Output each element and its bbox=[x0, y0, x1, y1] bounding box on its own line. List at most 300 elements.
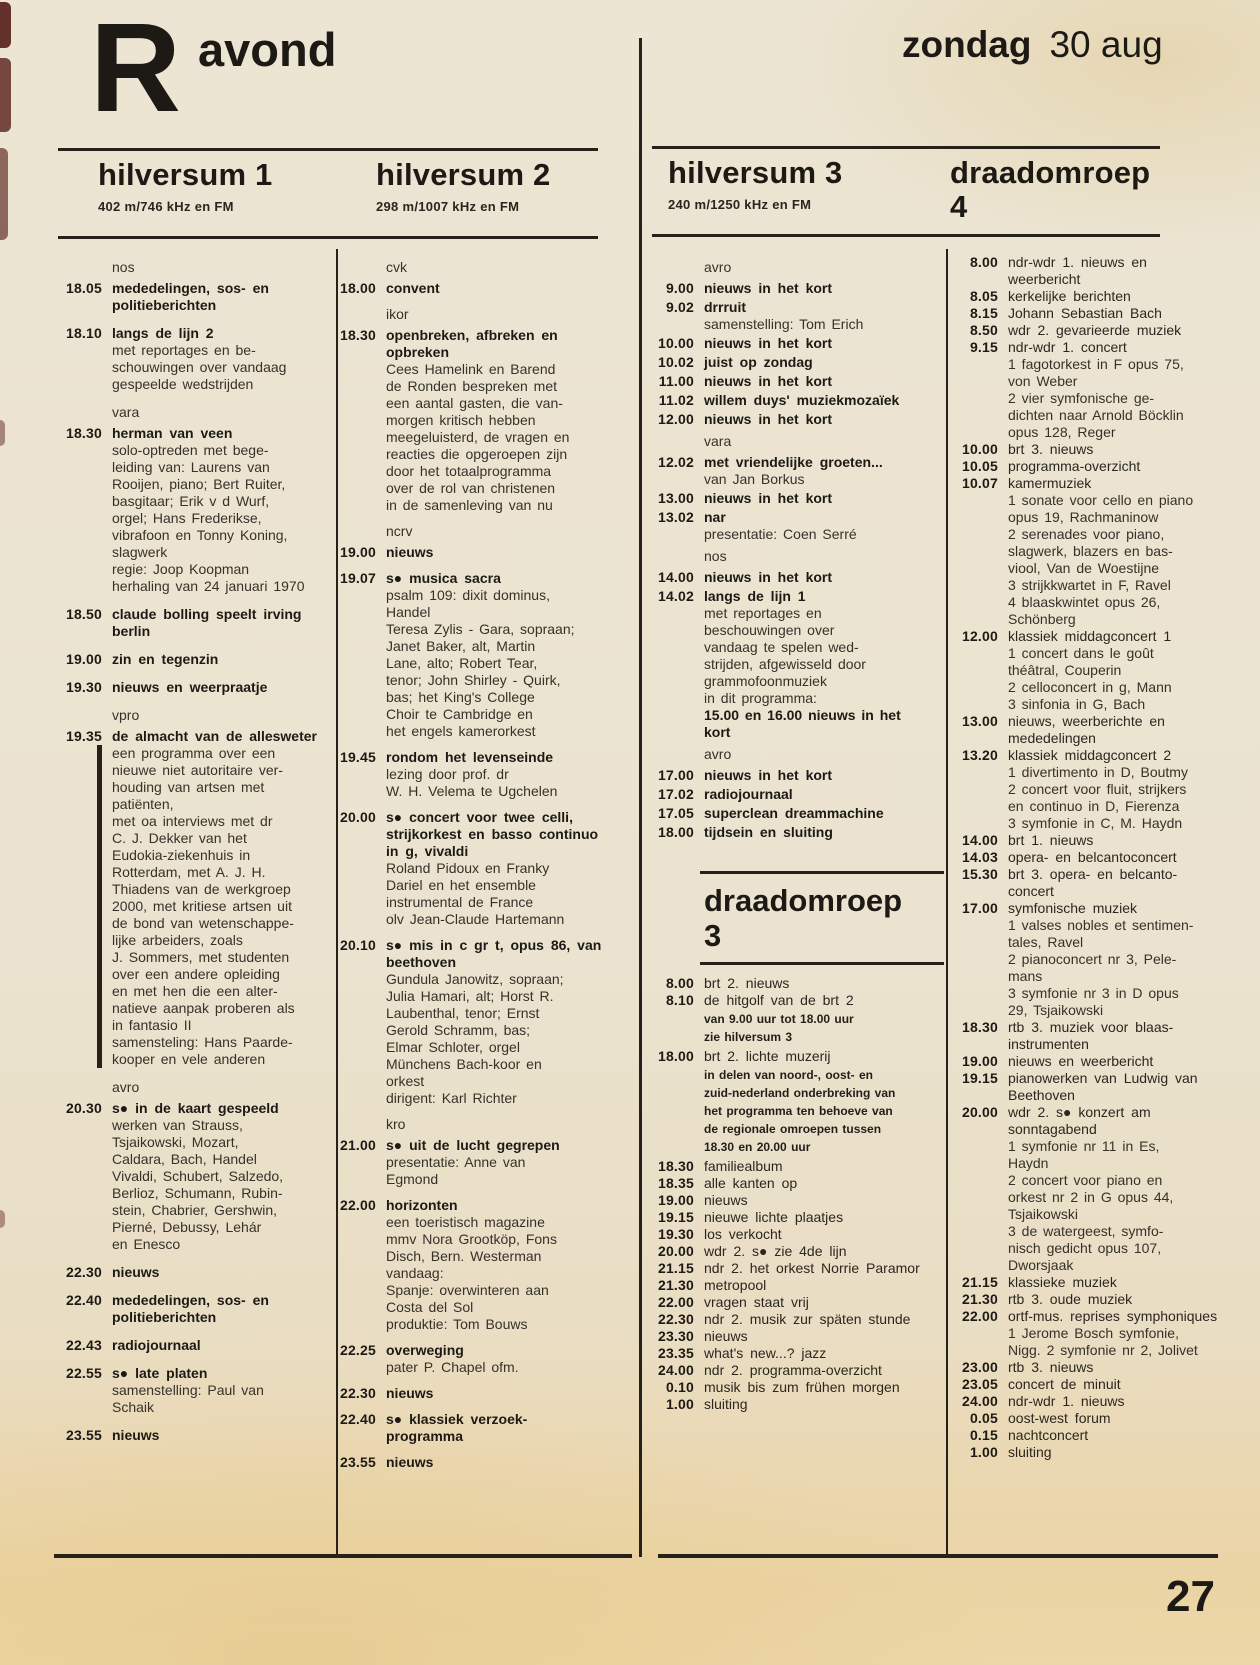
program-detail-line: kort bbox=[704, 724, 731, 740]
program-detail-line: Elmar Schloter, orgel bbox=[386, 1039, 520, 1055]
program-detail-line: Dariel en het ensemble bbox=[386, 877, 536, 893]
program-detail-line: slagwerk, blazers en bas- bbox=[1008, 543, 1173, 559]
program-body bbox=[1008, 1053, 1218, 1070]
program-row bbox=[330, 937, 604, 1107]
program-title: ortf-mus. reprises symphoniques bbox=[1008, 1308, 1218, 1324]
program-time: 19.00 bbox=[657, 1192, 694, 1208]
station-header-hilversum-3 bbox=[668, 156, 843, 212]
program-row bbox=[952, 288, 1218, 305]
program-title: nieuws in het kort bbox=[704, 335, 833, 351]
program-row bbox=[330, 749, 604, 800]
program-detail-line: pater P. Chapel ofm. bbox=[386, 1359, 519, 1375]
program-body bbox=[386, 1342, 604, 1376]
program-details bbox=[704, 605, 942, 741]
program-detail-line: schouwingen over vandaag bbox=[112, 359, 287, 375]
program-detail-line: olv Jean-Claude Hartemann bbox=[386, 911, 565, 927]
program-title: ndr 2. musik zur späten stunde bbox=[704, 1311, 911, 1327]
program-detail-line: in fantasio II bbox=[112, 1017, 192, 1033]
program-detail-line: patiënten, bbox=[112, 796, 174, 812]
program-body bbox=[1008, 900, 1218, 1019]
program-row bbox=[648, 1209, 942, 1226]
program-detail-line: en met hen die een alter- bbox=[112, 983, 278, 999]
program-time: 22.00 bbox=[657, 1294, 694, 1310]
program-detail-line: 1 Jerome Bosch symfonie, bbox=[1008, 1325, 1179, 1341]
program-details bbox=[386, 1214, 604, 1333]
program-detail-line: Rotterdam, met A. J. H. bbox=[112, 864, 266, 880]
program-time: 13.00 bbox=[657, 490, 694, 506]
program-body bbox=[386, 327, 604, 514]
program-detail-line: mans bbox=[1008, 968, 1043, 984]
program-title: los verkocht bbox=[704, 1226, 782, 1242]
program-detail-line: van Jan Borkus bbox=[704, 471, 805, 487]
program-row bbox=[952, 1376, 1218, 1393]
program-title: ndr-wdr 1. nieuws en weerbericht bbox=[1008, 254, 1147, 287]
program-detail-line: produktie: Tom Bouws bbox=[386, 1316, 528, 1332]
program-row bbox=[330, 280, 604, 297]
program-detail-line: Schaik bbox=[112, 1399, 155, 1415]
program-title: mededelingen, sos- en politieberichten bbox=[112, 280, 269, 313]
program-title: s● klassiek verzoek-programma bbox=[386, 1411, 528, 1444]
program-row bbox=[952, 1359, 1218, 1376]
program-detail-line: tales, Ravel bbox=[1008, 934, 1084, 950]
program-title: nar bbox=[704, 509, 726, 525]
program-body bbox=[112, 679, 322, 696]
program-detail-line: 1 concert dans le goût bbox=[1008, 645, 1154, 661]
program-details bbox=[704, 471, 942, 488]
program-row bbox=[648, 786, 942, 803]
program-body bbox=[704, 280, 942, 297]
program-detail-line: een aantal gasten, die van- bbox=[386, 395, 563, 411]
program-body bbox=[112, 1365, 322, 1416]
program-title: willem duys' muziekmozaïek bbox=[704, 392, 900, 408]
program-row bbox=[952, 322, 1218, 339]
program-row bbox=[952, 1393, 1218, 1410]
program-title: sluiting bbox=[1008, 1444, 1052, 1460]
program-row bbox=[648, 588, 942, 741]
program-body bbox=[1008, 1274, 1218, 1291]
program-row bbox=[952, 1308, 1218, 1359]
program-detail-line: psalm 109: dixit dominus, bbox=[386, 587, 550, 603]
program-detail-line: Choir te Cambridge en bbox=[386, 706, 533, 722]
program-row bbox=[648, 1345, 942, 1362]
program-detail-line: instrumental de France bbox=[386, 894, 534, 910]
program-detail-line: lijke arbeiders, zoals bbox=[112, 932, 243, 948]
program-time: 14.00 bbox=[657, 569, 694, 585]
program-detail-line: 1 divertimento in D, Boutmy bbox=[1008, 764, 1188, 780]
program-details bbox=[97, 745, 322, 1068]
program-detail-line: 1 sonate voor cello en piano bbox=[1008, 492, 1194, 508]
program-detail-line: Schönberg bbox=[1008, 611, 1076, 627]
program-title: brt 3. nieuws bbox=[1008, 441, 1094, 457]
radio-logo-letter: R bbox=[90, 0, 177, 138]
program-details bbox=[386, 971, 604, 1107]
program-detail-line: 2 celloconcert in g, Mann bbox=[1008, 679, 1172, 695]
program-time: 8.00 bbox=[665, 975, 694, 991]
program-detail-line: vibrafoon en Tonny Koning, bbox=[112, 527, 288, 543]
program-title: ndr 2. programma-overzicht bbox=[704, 1362, 882, 1378]
program-time: 21.00 bbox=[339, 1137, 376, 1153]
program-body bbox=[704, 392, 942, 409]
program-title: s● mis in c gr t, opus 86, van beethoven bbox=[386, 937, 602, 970]
program-time: 22.00 bbox=[961, 1308, 998, 1324]
program-row bbox=[648, 1048, 942, 1158]
program-time: 13.20 bbox=[961, 747, 998, 763]
program-detail-line: herhaling van 24 januari 1970 bbox=[112, 578, 305, 594]
date-rest: 30 aug bbox=[1049, 24, 1163, 65]
program-details bbox=[1008, 356, 1218, 441]
program-time: 22.40 bbox=[339, 1411, 376, 1427]
program-title: metropool bbox=[704, 1277, 767, 1293]
program-title: nieuws bbox=[704, 1328, 748, 1344]
program-detail-line: Laubenthal, tenor; Ernst bbox=[386, 1005, 540, 1021]
program-body bbox=[704, 1311, 942, 1328]
program-detail-line: Cees Hamelink en Barend bbox=[386, 361, 556, 377]
program-detail-line: de bond van wetenschappe- bbox=[112, 915, 294, 931]
program-details bbox=[1008, 1138, 1218, 1274]
program-title: nieuws bbox=[386, 1454, 434, 1470]
program-detail-line: Pierné, Debussy, Lehár bbox=[112, 1219, 262, 1235]
program-title: wdr 2. s● konzert am sonntagabend bbox=[1008, 1104, 1151, 1137]
program-title: nieuws in het kort bbox=[704, 490, 833, 506]
program-body bbox=[1008, 713, 1218, 747]
program-time: 17.00 bbox=[961, 900, 998, 916]
program-time: 24.00 bbox=[961, 1393, 998, 1409]
program-title: rondom het levenseinde bbox=[386, 749, 554, 765]
program-title: de hitgolf van de brt 2 bbox=[704, 992, 854, 1008]
program-time: 17.00 bbox=[657, 767, 694, 783]
program-detail-line: werken van Strauss, bbox=[112, 1117, 243, 1133]
network-label: vara bbox=[112, 404, 140, 420]
program-title: rtb 3. muziek voor blaas-instrumenten bbox=[1008, 1019, 1174, 1052]
program-title: nieuws, weerberichte en mededelingen bbox=[1008, 713, 1165, 746]
program-title: ndr-wdr 1. concert bbox=[1008, 339, 1127, 355]
program-time: 20.00 bbox=[339, 809, 376, 825]
program-detail-line: presentatie: Coen Serré bbox=[704, 526, 857, 542]
program-row bbox=[952, 1104, 1218, 1274]
program-body bbox=[386, 937, 604, 1107]
program-details bbox=[386, 587, 604, 740]
program-detail-line: in de samenleving van nu bbox=[386, 497, 553, 513]
program-detail-line: 29, Tsjaikowski bbox=[1008, 1002, 1104, 1018]
station-name: hilversum 2 bbox=[376, 157, 551, 192]
program-title: nieuws bbox=[386, 544, 434, 560]
program-details bbox=[704, 526, 942, 543]
program-detail-line: dirigent: Karl Richter bbox=[386, 1090, 517, 1106]
program-body bbox=[1008, 1070, 1218, 1104]
program-time: 18.00 bbox=[657, 1048, 694, 1064]
program-body bbox=[704, 1158, 942, 1175]
program-row bbox=[648, 992, 942, 1048]
program-detail-line: Gerold Schramm, bas; bbox=[386, 1022, 531, 1038]
program-title: nieuws in het kort bbox=[704, 280, 833, 296]
program-detail-line: orgel; Hans Frederikse, bbox=[112, 510, 262, 526]
program-row bbox=[56, 728, 322, 1068]
program-note-line: zie hilversum 3 bbox=[704, 1030, 793, 1044]
program-time: 24.00 bbox=[657, 1362, 694, 1378]
program-details bbox=[1008, 764, 1218, 832]
program-time: 23.35 bbox=[657, 1345, 694, 1361]
program-details bbox=[1008, 917, 1218, 1019]
program-body bbox=[1008, 1376, 1218, 1393]
program-time: 1.00 bbox=[665, 1396, 694, 1412]
program-title: alle kanten op bbox=[704, 1175, 798, 1191]
program-detail-line: regie: Joop Koopman bbox=[112, 561, 250, 577]
program-detail-line: orkest nr 2 in G opus 44, bbox=[1008, 1189, 1174, 1205]
network-label: ikor bbox=[386, 306, 409, 322]
program-time: 13.00 bbox=[961, 713, 998, 729]
program-detail-line: basgitaar; Erik v d Wurf, bbox=[112, 493, 270, 509]
program-time: 0.15 bbox=[969, 1427, 998, 1443]
program-body bbox=[1008, 1104, 1218, 1274]
station-name: hilversum 1 bbox=[98, 157, 273, 192]
program-time: 10.07 bbox=[961, 475, 998, 491]
program-detail-line: met reportages en be- bbox=[112, 342, 256, 358]
program-title: nieuws in het kort bbox=[704, 411, 833, 427]
network-label: avro bbox=[704, 746, 732, 762]
program-body bbox=[1008, 305, 1218, 322]
network-label: avro bbox=[704, 259, 732, 275]
program-row bbox=[648, 354, 942, 371]
program-time: 18.30 bbox=[961, 1019, 998, 1035]
program-body bbox=[1008, 288, 1218, 305]
divider bbox=[700, 871, 944, 874]
program-detail-line: Egmond bbox=[386, 1171, 439, 1187]
network-label: cvk bbox=[386, 259, 407, 275]
program-detail-line: solo-optreden met bege- bbox=[112, 442, 269, 458]
program-body bbox=[704, 1379, 942, 1396]
program-title: mededelingen, sos- en politieberichten bbox=[112, 1292, 269, 1325]
program-row bbox=[56, 1100, 322, 1253]
program-row bbox=[648, 1226, 942, 1243]
program-detail-line: Disch, Bern. Westerman bbox=[386, 1248, 542, 1264]
program-body bbox=[704, 1362, 942, 1379]
program-row bbox=[952, 1053, 1218, 1070]
program-time: 18.10 bbox=[65, 325, 102, 341]
program-detail-line: beschouwingen over bbox=[704, 622, 835, 638]
program-body bbox=[112, 1292, 322, 1326]
program-body bbox=[1008, 458, 1218, 475]
program-time: 8.15 bbox=[969, 305, 998, 321]
program-title: kamermuziek bbox=[1008, 475, 1092, 491]
program-time: 15.30 bbox=[961, 866, 998, 882]
program-row bbox=[648, 805, 942, 822]
program-detail-line: opus 19, Rachmaninow bbox=[1008, 509, 1159, 525]
program-body bbox=[704, 1396, 942, 1413]
program-time: 23.55 bbox=[339, 1454, 376, 1470]
program-details bbox=[112, 442, 322, 595]
program-time: 20.00 bbox=[961, 1104, 998, 1120]
program-detail-line: vandaag: bbox=[386, 1265, 444, 1281]
program-row bbox=[56, 1292, 322, 1326]
program-title: klassieke muziek bbox=[1008, 1274, 1117, 1290]
program-title: brt 2. lichte muzerij bbox=[704, 1048, 831, 1064]
program-time: 11.02 bbox=[658, 392, 694, 408]
program-row bbox=[648, 373, 942, 390]
program-row bbox=[648, 1379, 942, 1396]
program-title: tijdsein en sluiting bbox=[704, 824, 833, 840]
program-time: 14.00 bbox=[961, 832, 998, 848]
divider bbox=[58, 236, 598, 239]
program-title: nieuws bbox=[704, 1192, 748, 1208]
program-time: 18.05 bbox=[65, 280, 102, 296]
program-row bbox=[648, 299, 942, 333]
program-detail-line: J. Sommers, met studenten bbox=[112, 949, 290, 965]
program-detail-line: 1 fagotorkest in F opus 75, bbox=[1008, 356, 1184, 372]
program-detail-line: Roland Pidoux en Franky bbox=[386, 860, 550, 876]
program-time: 17.02 bbox=[657, 786, 694, 802]
program-time: 18.35 bbox=[657, 1175, 694, 1191]
program-row bbox=[648, 280, 942, 297]
program-row bbox=[648, 1328, 942, 1345]
program-detail-line: Eudokia-ziekenhuis in bbox=[112, 847, 251, 863]
program-title: brt 3. opera- en belcanto-concert bbox=[1008, 866, 1178, 899]
program-title: ndr-wdr 1. nieuws bbox=[1008, 1393, 1125, 1409]
program-detail-line: Costa del Sol bbox=[386, 1299, 474, 1315]
program-detail-line: Handel bbox=[386, 604, 431, 620]
divider bbox=[658, 1554, 1218, 1558]
program-body bbox=[1008, 1393, 1218, 1410]
program-row bbox=[952, 1019, 1218, 1053]
program-detail-line: Haydn bbox=[1008, 1155, 1049, 1171]
program-body bbox=[704, 992, 942, 1048]
spine-mark bbox=[0, 1210, 5, 1228]
station-name: draadomroep bbox=[950, 155, 1151, 190]
program-detail-line: opus 128, Reger bbox=[1008, 424, 1116, 440]
program-details bbox=[704, 316, 942, 333]
program-time: 8.50 bbox=[969, 322, 998, 338]
program-detail-line: nisch gedicht opus 107, bbox=[1008, 1240, 1162, 1256]
program-body bbox=[1008, 747, 1218, 832]
program-detail-line: Caldara, Bach, Handel bbox=[112, 1151, 257, 1167]
program-detail-line: 2 vier symfonische ge- bbox=[1008, 390, 1155, 406]
program-time: 19.30 bbox=[657, 1226, 694, 1242]
program-time: 10.02 bbox=[657, 354, 694, 370]
program-time: 20.00 bbox=[657, 1243, 694, 1259]
program-time: 23.30 bbox=[657, 1328, 694, 1344]
program-body bbox=[704, 299, 942, 333]
program-detail-line: Dworsjaak bbox=[1008, 1257, 1074, 1273]
program-detail-line: Thiadens van de werkgroep bbox=[112, 881, 291, 897]
program-title: klassiek middagconcert 1 bbox=[1008, 628, 1172, 644]
program-time: 21.15 bbox=[961, 1274, 998, 1290]
program-column-hilversum-3 bbox=[648, 259, 942, 841]
program-detail-line: 2 concert voor fluit, strijkers bbox=[1008, 781, 1187, 797]
program-title: rtb 3. oude muziek bbox=[1008, 1291, 1133, 1307]
program-title: brt 1. nieuws bbox=[1008, 832, 1094, 848]
program-title: met vriendelijke groeten... bbox=[704, 454, 883, 470]
program-body bbox=[1008, 1427, 1218, 1444]
program-row bbox=[648, 767, 942, 784]
program-row bbox=[952, 254, 1218, 288]
program-row bbox=[56, 1365, 322, 1416]
program-time: 12.00 bbox=[657, 411, 694, 427]
program-title: overweging bbox=[386, 1342, 464, 1358]
program-title: s● in de kaart gespeeld bbox=[112, 1100, 279, 1116]
program-details bbox=[386, 766, 604, 800]
program-body bbox=[704, 354, 942, 371]
program-body bbox=[386, 749, 604, 800]
program-time: 18.30 bbox=[65, 425, 102, 441]
program-detail-line: 3 de watergeest, symfo- bbox=[1008, 1223, 1164, 1239]
station-number: 3 bbox=[704, 918, 722, 953]
date-day: zondag bbox=[902, 24, 1032, 65]
program-detail-line: théâtral, Couperin bbox=[1008, 662, 1122, 678]
program-time: 22.43 bbox=[65, 1337, 102, 1353]
program-detail-line: lezing door prof. dr bbox=[386, 766, 509, 782]
program-row bbox=[952, 747, 1218, 832]
program-body bbox=[1008, 339, 1218, 441]
program-detail-line: samenstelling: Tom Erich bbox=[704, 316, 864, 332]
program-detail-line: vandaag te spelen wed- bbox=[704, 639, 859, 655]
program-note-line: 18.30 en 20.00 uur bbox=[704, 1140, 811, 1154]
program-time: 19.15 bbox=[961, 1070, 998, 1086]
program-title: zin en tegenzin bbox=[112, 651, 219, 667]
program-detail-line: het engels kamerorkest bbox=[386, 723, 536, 739]
program-body bbox=[704, 1209, 942, 1226]
program-row bbox=[56, 1427, 322, 1444]
program-title: horizonten bbox=[386, 1197, 458, 1213]
program-body bbox=[112, 1264, 322, 1281]
program-row bbox=[648, 1243, 942, 1260]
program-time: 21.15 bbox=[657, 1260, 694, 1276]
program-title: s● musica sacra bbox=[386, 570, 501, 586]
program-body bbox=[704, 805, 942, 822]
program-time: 18.30 bbox=[657, 1158, 694, 1174]
network-label: ncrv bbox=[386, 523, 413, 539]
program-time: 10.00 bbox=[657, 335, 694, 351]
program-body bbox=[704, 1345, 942, 1362]
program-title: openbreken, afbreken en opbreken bbox=[386, 327, 558, 360]
program-body bbox=[704, 1277, 942, 1294]
program-time: 19.00 bbox=[339, 544, 376, 560]
network-label: avro bbox=[112, 1079, 140, 1095]
program-row bbox=[952, 1070, 1218, 1104]
program-detail-line: Lane, alto; Robert Tear, bbox=[386, 655, 538, 671]
program-title: pianowerken van Ludwig van Beethoven bbox=[1008, 1070, 1198, 1103]
program-body bbox=[386, 1197, 604, 1333]
program-time: 0.10 bbox=[665, 1379, 694, 1395]
program-note-line: in delen van noord-, oost- en bbox=[704, 1068, 874, 1082]
program-body bbox=[704, 1175, 942, 1192]
program-body bbox=[704, 509, 942, 543]
program-detail-line: Janet Baker, alt, Martin bbox=[386, 638, 536, 654]
program-row bbox=[952, 1274, 1218, 1291]
program-title: superclean dreammachine bbox=[704, 805, 884, 821]
program-detail-line: met reportages en bbox=[704, 605, 822, 621]
program-detail-line: Gundula Janowitz, sopraan; bbox=[386, 971, 564, 987]
program-body bbox=[1008, 1291, 1218, 1308]
program-body bbox=[1008, 322, 1218, 339]
program-detail-line: Spanje: overwinteren aan bbox=[386, 1282, 549, 1298]
program-detail-line: viool, Van de Woestijne bbox=[1008, 560, 1160, 576]
program-time: 10.00 bbox=[961, 441, 998, 457]
program-row bbox=[648, 1277, 942, 1294]
station-frequency: 298 m/1007 kHz en FM bbox=[376, 199, 520, 214]
program-detail-line: houding van artsen met bbox=[112, 779, 265, 795]
program-row bbox=[330, 1342, 604, 1376]
program-detail-line: bas; het King's College bbox=[386, 689, 535, 705]
program-title: rtb 3. nieuws bbox=[1008, 1359, 1094, 1375]
program-detail-line: en continuo in D, Fierenza bbox=[1008, 798, 1180, 814]
station-name: draadomroep bbox=[704, 883, 903, 918]
program-row bbox=[648, 1175, 942, 1192]
program-row bbox=[648, 824, 942, 841]
spine-mark bbox=[0, 2, 11, 48]
program-title: s● concert voor twee celli, strijkorkest en basso continuo in g, vivaldi bbox=[386, 809, 599, 859]
program-row bbox=[648, 1260, 942, 1277]
program-title: langs de lijn 2 bbox=[112, 325, 214, 341]
program-time: 8.05 bbox=[969, 288, 998, 304]
